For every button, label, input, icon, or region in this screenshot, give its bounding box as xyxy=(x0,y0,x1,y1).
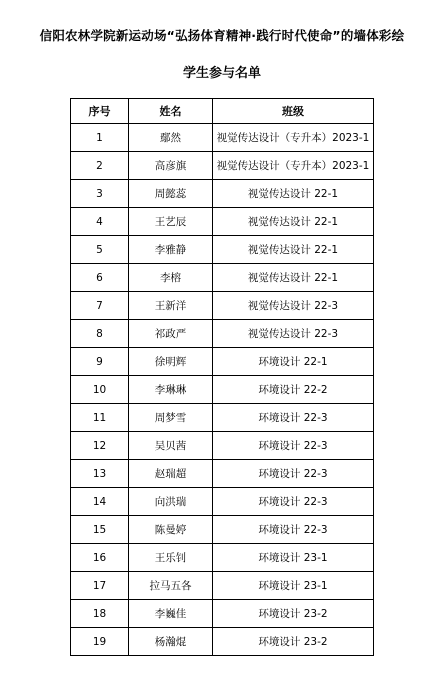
student-name: 向洪瑞 xyxy=(129,488,213,516)
row-index: 17 xyxy=(71,572,129,600)
class-name: 视觉传达设计 22-3 xyxy=(213,320,374,348)
table-row xyxy=(71,572,374,600)
student-name: 周梦雪 xyxy=(129,404,213,432)
student-name: 杨瀚焜 xyxy=(129,628,213,656)
row-index: 6 xyxy=(71,264,129,292)
class-name: 视觉传达设计 22-1 xyxy=(213,208,374,236)
student-name: 赵瑞超 xyxy=(129,460,213,488)
row-index: 11 xyxy=(71,404,129,432)
table-row xyxy=(71,320,374,348)
table-row xyxy=(71,460,374,488)
row-index: 8 xyxy=(71,320,129,348)
student-name: 李榕 xyxy=(129,264,213,292)
class-name: 视觉传达设计 22-3 xyxy=(213,292,374,320)
table-row xyxy=(71,488,374,516)
row-index: 2 xyxy=(71,152,129,180)
header-index: 序号 xyxy=(71,99,129,124)
document-title: 信阳农林学院新运动场“弘扬体育精神·践行时代使命”的墙体彩绘 xyxy=(39,28,405,43)
row-index: 9 xyxy=(71,348,129,376)
class-name: 环境设计 23-1 xyxy=(213,544,374,572)
table-row xyxy=(71,628,374,656)
table-header-row xyxy=(71,99,374,124)
row-index: 5 xyxy=(71,236,129,264)
student-name: 徐明辉 xyxy=(129,348,213,376)
row-index: 3 xyxy=(71,180,129,208)
class-name: 视觉传达设计（专升本）2023-1 xyxy=(213,124,374,152)
row-index: 15 xyxy=(71,516,129,544)
row-index: 16 xyxy=(71,544,129,572)
table-row xyxy=(71,152,374,180)
student-name: 吴贝茜 xyxy=(129,432,213,460)
student-name: 李琳琳 xyxy=(129,376,213,404)
class-name: 视觉传达设计 22-1 xyxy=(213,264,374,292)
table-row xyxy=(71,124,374,152)
row-index: 4 xyxy=(71,208,129,236)
table-row xyxy=(71,376,374,404)
table-body xyxy=(71,124,374,656)
class-name: 环境设计 23-2 xyxy=(213,628,374,656)
participant-table xyxy=(70,98,374,656)
class-name: 视觉传达设计 22-1 xyxy=(213,236,374,264)
table-row xyxy=(71,516,374,544)
student-name: 周懿蕊 xyxy=(129,180,213,208)
student-name: 王艺辰 xyxy=(129,208,213,236)
student-name: 王乐钊 xyxy=(129,544,213,572)
row-index: 13 xyxy=(71,460,129,488)
row-index: 1 xyxy=(71,124,129,152)
class-name: 环境设计 22-1 xyxy=(213,348,374,376)
document-subtitle: 学生参与名单 xyxy=(182,66,261,81)
header-class: 班级 xyxy=(213,99,374,124)
class-name: 环境设计 22-2 xyxy=(213,376,374,404)
table-row xyxy=(71,292,374,320)
class-name: 环境设计 23-1 xyxy=(213,572,374,600)
class-name: 环境设计 22-3 xyxy=(213,516,374,544)
row-index: 19 xyxy=(71,628,129,656)
table-row xyxy=(71,264,374,292)
class-name: 环境设计 22-3 xyxy=(213,460,374,488)
table-row xyxy=(71,432,374,460)
row-index: 7 xyxy=(71,292,129,320)
class-name: 视觉传达设计（专升本）2023-1 xyxy=(213,152,374,180)
class-name: 环境设计 22-3 xyxy=(213,432,374,460)
row-index: 12 xyxy=(71,432,129,460)
table-row xyxy=(71,180,374,208)
class-name: 环境设计 22-3 xyxy=(213,404,374,432)
class-name: 环境设计 23-2 xyxy=(213,600,374,628)
student-name: 高彦旗 xyxy=(129,152,213,180)
class-name: 视觉传达设计 22-1 xyxy=(213,180,374,208)
row-index: 14 xyxy=(71,488,129,516)
table-row xyxy=(71,404,374,432)
student-name: 陈曼婷 xyxy=(129,516,213,544)
row-index: 10 xyxy=(71,376,129,404)
student-name: 拉马五各 xyxy=(129,572,213,600)
table-row xyxy=(71,600,374,628)
table-row xyxy=(71,208,374,236)
table-row xyxy=(71,348,374,376)
student-name: 王新洋 xyxy=(129,292,213,320)
table-row xyxy=(71,236,374,264)
student-name: 李巍佳 xyxy=(129,600,213,628)
row-index: 18 xyxy=(71,600,129,628)
student-name: 祁政严 xyxy=(129,320,213,348)
student-name: 鄢然 xyxy=(129,124,213,152)
table-row xyxy=(71,544,374,572)
class-name: 环境设计 22-3 xyxy=(213,488,374,516)
student-name: 李雅静 xyxy=(129,236,213,264)
header-name: 姓名 xyxy=(129,99,213,124)
